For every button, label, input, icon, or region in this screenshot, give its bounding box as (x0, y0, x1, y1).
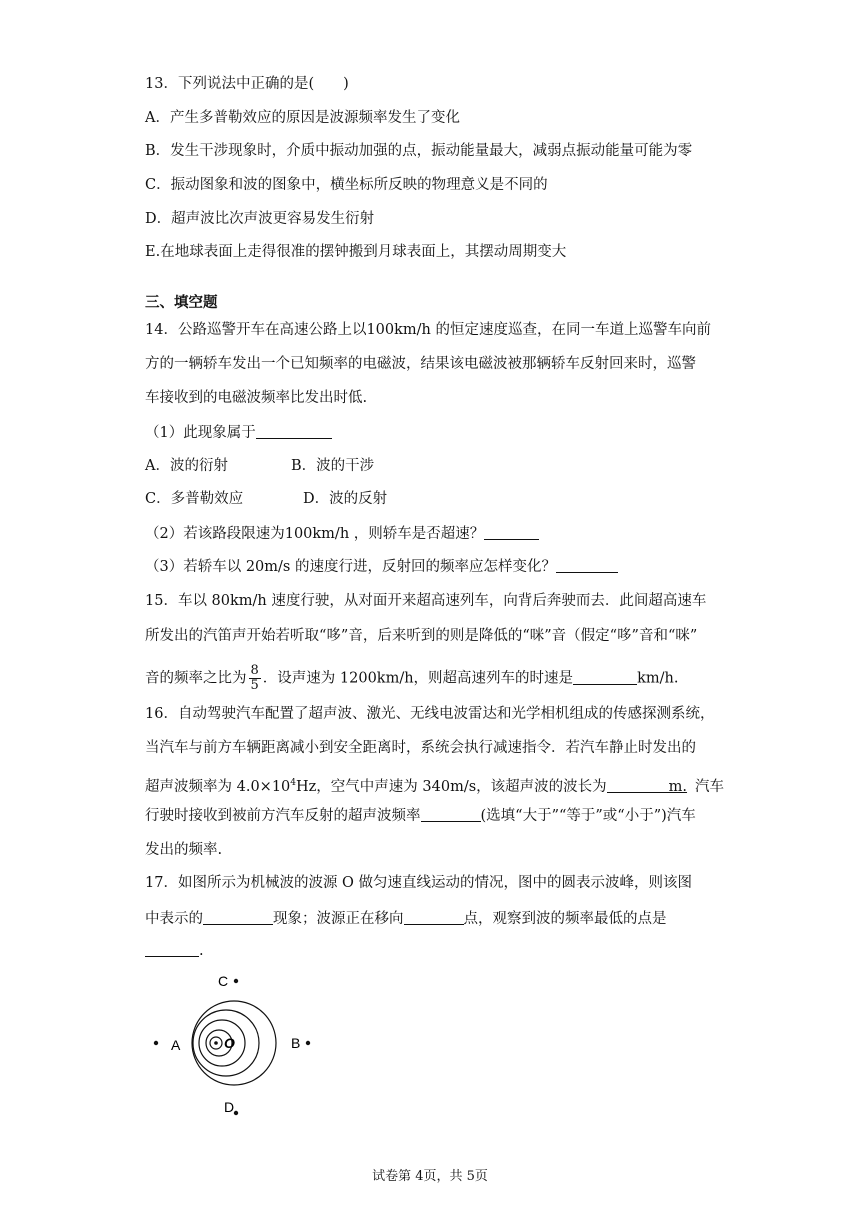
answer-blank (421, 807, 481, 822)
q14-sub3 (145, 557, 618, 577)
q13-stem: 13．下列说法中正确的是( ) (145, 76, 349, 92)
q13-option-b: B．发生干涉现象时，介质中振动加强的点，振动能量最大，减弱点振动能量可能为零 (145, 143, 693, 159)
q15-unit: km/h. (637, 670, 679, 687)
q16-line-4 (145, 806, 696, 826)
answer-blank (607, 778, 669, 793)
point-a-dot (154, 1041, 158, 1045)
q16-line-1: 16．自动驾驶汽车配置了超声波、激光、无线电波雷达和光学相机组成的传感探测系统， (145, 706, 715, 722)
q14-options-row-2 (145, 489, 387, 509)
label-o: O (224, 1035, 235, 1051)
q14-option-a: A．波的衍射 (145, 458, 228, 474)
answer-blank (484, 525, 539, 540)
q14-line-2: 方的一辆轿车发出一个已知频率的电磁波，结果该电磁波被那辆轿车反射回来时，巡警 (145, 356, 696, 372)
q13-option-d: D．超声波比次声波更容易发生衍射 (145, 211, 375, 227)
q14-options-row-1 (145, 456, 374, 476)
answer-blank (203, 910, 273, 925)
q14-option-c: C．多普勒效应 (145, 491, 244, 507)
source-dot (214, 1041, 218, 1045)
label-b: B (291, 1035, 301, 1051)
q15-line-3-text: 音的频率之比为 (145, 670, 247, 687)
q16-unit: m. (668, 778, 688, 795)
fraction-denominator: 5 (250, 678, 259, 693)
q16-line-3-mid: Hz，空气中声速为 340m/s，该超声波的波长为 (296, 778, 607, 795)
answer-blank (145, 942, 199, 957)
q15-line-2: 所发出的汽笛声开始若听取“哆”音，后来听到的则是降低的“咪”音（假定“哆”音和“咪” (145, 628, 698, 644)
q17-line-2 (145, 909, 667, 929)
q17-line-1: 17．如图所示为机械波的波源 O 做匀速直线运动的情况，图中的圆表示波峰，则该图 (145, 875, 693, 891)
q14-line-1: 14．公路巡警开车在高速公路上以100km/h 的恒定速度巡查，在同一车道上巡警车向前 (145, 322, 711, 338)
q14-sub3-text: （3）若轿车以 20m/s 的速度行进，反射回的频率应怎样变化？ (145, 559, 556, 575)
label-d: D (224, 1099, 235, 1115)
q16-line-2: 当汽车与前方车辆距离减小到安全距离时，系统会执行减速指令．若汽车静止时发出的 (145, 740, 696, 756)
fraction-numerator: 8 (250, 663, 259, 678)
q14-sub2 (145, 524, 539, 544)
q13-option-c: C．振动图象和波的图象中，横坐标所反映的物理意义是不同的 (145, 177, 548, 193)
doppler-wavefront-diagram (140, 965, 330, 1125)
q16-line-4-text: 行驶时接收到被前方汽车反射的超声波频率 (145, 808, 421, 824)
q17-line-3-end: . (199, 943, 204, 959)
q16-line-3-text: 超声波频率为 4.0×10 (145, 778, 291, 795)
exponent: 4 (290, 778, 297, 788)
answer-blank (404, 910, 464, 925)
q16-line-3-tail: 汽车 (695, 778, 725, 795)
q17-line-2-text: 中表示的 (145, 911, 203, 927)
fraction (249, 664, 261, 693)
q14-option-d: D．波的反射 (303, 491, 388, 507)
q14-sub2-text: （2）若该路段限速为100km/h ，则轿车是否超速？ (145, 526, 485, 542)
q14-option-b: B．波的干涉 (291, 458, 375, 474)
section-title: 三、填空题 (145, 294, 218, 311)
answer-blank (556, 558, 618, 573)
q16-line-4-post: (选填“大于”“等于”或“小于”)汽车 (480, 808, 696, 824)
label-a: A (171, 1037, 181, 1053)
label-c: C (218, 973, 229, 989)
point-b-dot (306, 1041, 310, 1045)
q14-sub1-text: （1）此现象属于 (145, 425, 256, 441)
q17-line-2-mid: 现象；波源正在移向 (273, 911, 404, 927)
answer-blank (256, 424, 332, 439)
q17-line-2-post: 点，观察到波的频率最低的点是 (463, 911, 667, 927)
q13-option-a: A．产生多普勒效应的原因是波源频率发生了变化 (145, 110, 460, 126)
page-footer: 试卷第 4页，共 5页 (372, 1169, 488, 1184)
q17-line-3 (145, 941, 204, 961)
point-d-dot (234, 1111, 238, 1115)
q13-option-e: E.在地球表面上走得很准的摆钟搬到月球表面上，其摆动周期变大 (145, 244, 567, 260)
point-c-dot (234, 979, 238, 983)
q16-line-3 (145, 773, 724, 797)
q14-line-3: 车接收到的电磁波频率比发出时低. (145, 390, 368, 406)
q15-line-1: 15．车以 80km/h 速度行驶，从对面开来超高速列车，向背后奔驶而去．此间超高速车 (145, 593, 707, 609)
q14-sub1 (145, 423, 332, 443)
q15-line-3 (145, 664, 678, 693)
q16-line-5: 发出的频率. (145, 842, 223, 858)
q15-line-3-mid: ．设声速为 1200km/h，则超高速列车的时速是 (262, 670, 574, 687)
answer-blank (573, 670, 637, 685)
